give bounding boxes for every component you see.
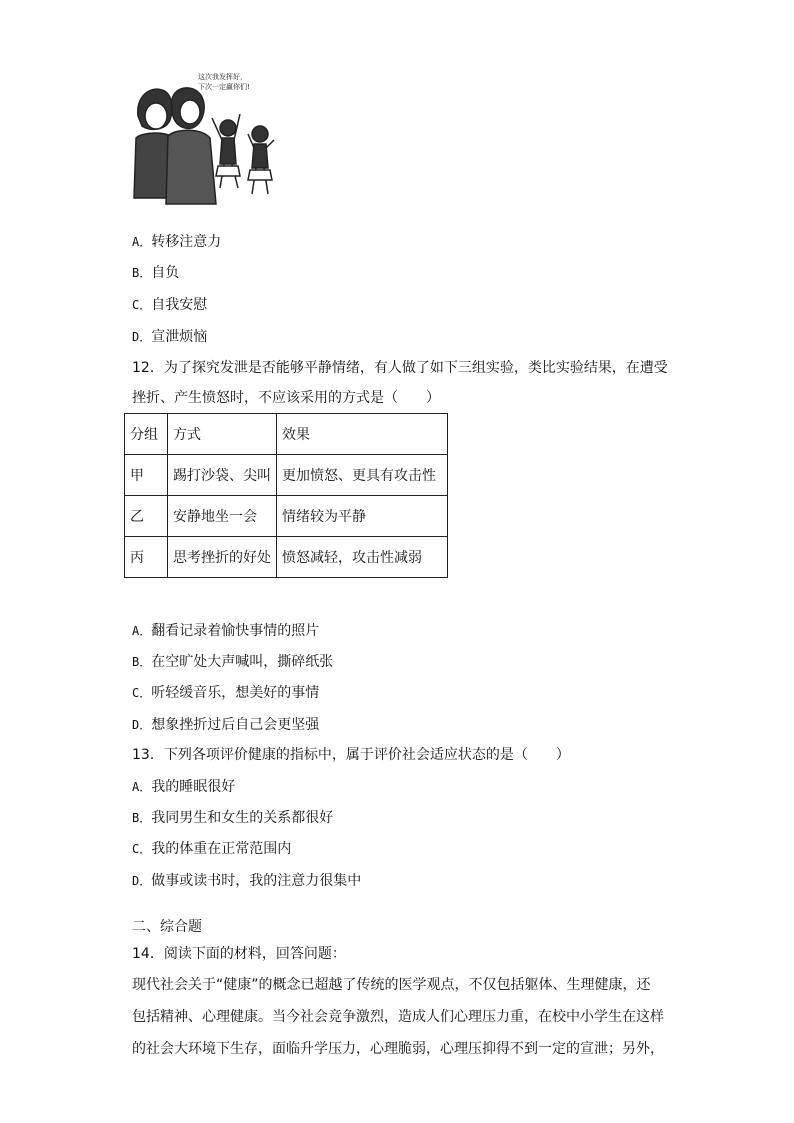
q12-option-c bbox=[132, 684, 319, 702]
option-text: 做事或读书时，我的注意力很集中 bbox=[151, 873, 362, 889]
option-letter: A． bbox=[132, 235, 152, 249]
q13-option-b bbox=[132, 809, 333, 827]
option-letter: C． bbox=[132, 298, 152, 312]
experiment-table bbox=[124, 413, 448, 578]
table-row bbox=[125, 537, 448, 578]
table-cell: 丙 bbox=[125, 537, 168, 578]
table-row bbox=[125, 496, 448, 537]
option-letter: A． bbox=[132, 780, 152, 794]
header-cell: 方式 bbox=[168, 414, 277, 455]
q12-option-a bbox=[132, 622, 319, 640]
option-letter: B． bbox=[132, 655, 152, 669]
passage-line-2: 包括精神、心理健康。当今社会竞争激烈，造成人们心理压力重，在校中小学生在这样 bbox=[132, 1009, 664, 1025]
option-letter: C． bbox=[132, 686, 152, 700]
option-letter: B． bbox=[132, 811, 152, 825]
table-row bbox=[125, 455, 448, 496]
table-cell: 安静地坐一会 bbox=[168, 496, 277, 537]
option-letter: D． bbox=[132, 874, 152, 888]
q13-option-a bbox=[132, 778, 235, 796]
header-cell: 效果 bbox=[277, 414, 448, 455]
option-text: 转移注意力 bbox=[151, 234, 222, 250]
q11-option-c bbox=[132, 296, 207, 314]
q11-option-d bbox=[132, 328, 207, 346]
header-cell: 分组 bbox=[125, 414, 168, 455]
option-text: 我的睡眠很好 bbox=[151, 779, 236, 795]
option-text: 翻看记录着愉快事情的照片 bbox=[151, 623, 320, 639]
option-letter: D． bbox=[132, 330, 152, 344]
table-cell: 愤怒减轻，攻击性减弱 bbox=[277, 537, 448, 578]
passage-line-1: 现代社会关于“健康”的概念已超越了传统的医学观点，不仅包括躯体、生理健康，还 bbox=[132, 977, 651, 993]
option-text: 我的体重在正常范围内 bbox=[151, 841, 292, 857]
q12-option-d bbox=[132, 716, 319, 734]
option-text: 在空旷处大声喊叫，撕碎纸张 bbox=[151, 654, 334, 670]
section-heading: 二、综合题 bbox=[132, 919, 202, 935]
table-cell: 更加愤怒、更具有攻击性 bbox=[277, 455, 448, 496]
table-cell: 思考挫折的好处 bbox=[168, 537, 277, 578]
option-text: 宣泄烦恼 bbox=[151, 329, 208, 345]
speech-line-1: 这次我发挥好， bbox=[198, 73, 247, 81]
option-text: 我同男生和女生的关系都很好 bbox=[151, 810, 334, 826]
q13-option-d bbox=[132, 872, 361, 890]
option-text: 自我安慰 bbox=[151, 297, 208, 313]
q12-stem-line-2: 挫折、产生愤怒时，不应该采用的方式是（ ） bbox=[132, 390, 440, 406]
option-letter: C． bbox=[132, 842, 152, 856]
q13-option-c bbox=[132, 840, 291, 858]
table-cell: 乙 bbox=[125, 496, 168, 537]
table-cell: 甲 bbox=[125, 455, 168, 496]
q12-option-b bbox=[132, 653, 333, 671]
option-letter: D． bbox=[132, 718, 152, 732]
option-text: 听轻缓音乐，想美好的事情 bbox=[151, 685, 320, 701]
q13-stem: 13．下列各项评价健康的指标中，属于评价社会适应状态的是（ ） bbox=[132, 747, 570, 763]
table-header-row bbox=[125, 414, 448, 455]
option-text: 想象挫折过后自己会更坚强 bbox=[151, 717, 320, 733]
option-letter: A． bbox=[132, 624, 152, 638]
option-text: 自负 bbox=[151, 265, 180, 281]
speech-bubble bbox=[198, 72, 250, 92]
q12-stem-line-1: 12．为了探究发泄是否能够平静情绪，有人做了如下三组实验，类比实验结果，在遭受 bbox=[132, 360, 668, 376]
q14-stem: 14．阅读下面的材料，回答问题： bbox=[132, 946, 346, 962]
q11-option-a bbox=[132, 233, 221, 251]
table-cell: 情绪较为平静 bbox=[277, 496, 448, 537]
passage-line-3: 的社会大环境下生存，面临升学压力，心理脆弱，心理压抑得不到一定的宣泄；另外， bbox=[132, 1041, 664, 1057]
q11-option-b bbox=[132, 264, 179, 282]
option-letter: B． bbox=[132, 266, 152, 280]
speech-line-2: 下次一定赢你们! bbox=[198, 83, 250, 91]
table-cell: 踢打沙袋、尖叫 bbox=[168, 455, 277, 496]
